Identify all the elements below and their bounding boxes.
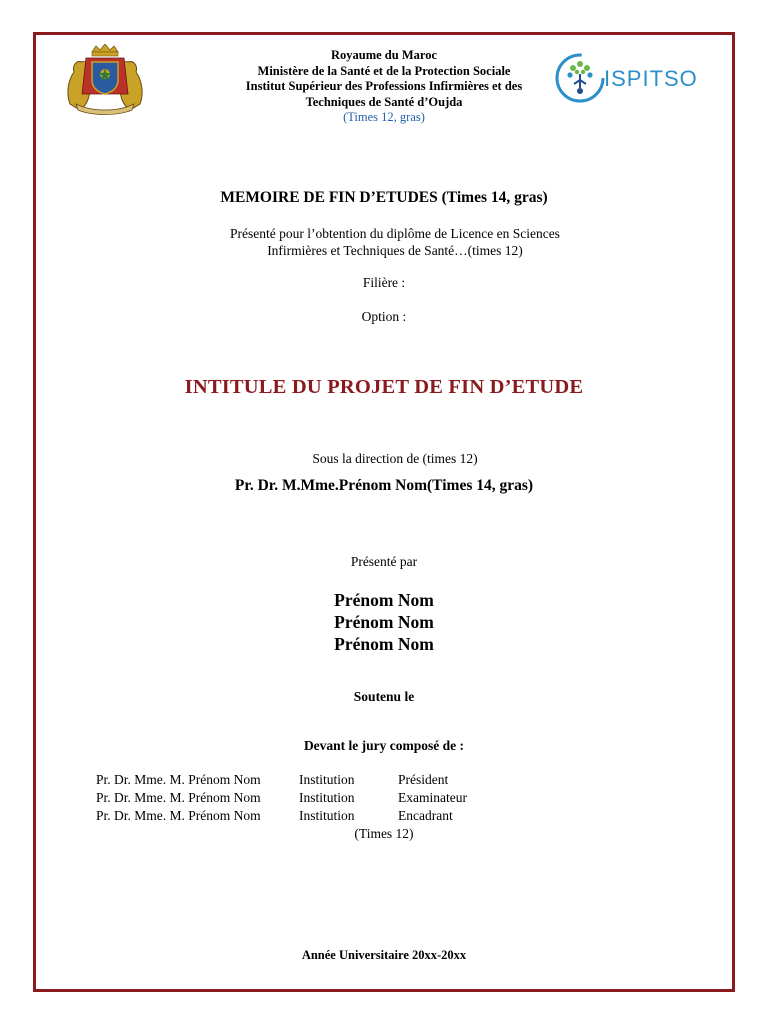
jury-member-role: Examinateur (398, 790, 467, 805)
direction-intro: Sous la direction de (times 12) (312, 451, 478, 466)
defended-label: Soutenu le (353, 689, 415, 704)
jury-row (96, 771, 516, 789)
filiere-label: Filière : (362, 275, 406, 290)
jury-format-note: (Times 12) (354, 826, 414, 841)
presented-for (195, 225, 595, 259)
ispitso-logo (554, 44, 710, 110)
institution-header (205, 48, 563, 126)
kingdom-line: Royaume du Maroc (330, 48, 437, 62)
ministry-line: Ministère de la Santé et de la Protection Sociale (257, 63, 511, 78)
header-format-note: (Times 12, gras) (343, 110, 425, 124)
director-name: Pr. Dr. M.Mme.Prénom Nom(Times 14, gras) (234, 477, 534, 494)
moroccan-coat-of-arms-icon (62, 44, 148, 116)
logo-text: ISPITSO (604, 66, 698, 91)
jury-row (96, 807, 516, 825)
jury-member-name: Pr. Dr. Mme. M. Prénom Nom (96, 772, 261, 787)
jury-member-institution: Institution (299, 790, 355, 805)
student-name: Prénom Nom (334, 634, 434, 654)
jury-member-institution: Institution (299, 772, 355, 787)
jury-member-institution: Institution (299, 808, 355, 823)
academic-year: Année Universitaire 20xx-20xx (301, 948, 467, 962)
jury-member-name: Pr. Dr. Mme. M. Prénom Nom (96, 808, 261, 823)
students-list (0, 589, 768, 655)
jury-title: Devant le jury composé de : (303, 738, 465, 753)
jury-row (96, 789, 516, 807)
option-label: Option : (361, 309, 407, 324)
presented-for-line-1: Présenté pour l’obtention du diplôme de Licence en Sciences (230, 226, 560, 241)
project-title: INTITULE DU PROJET DE FIN D’ETUDE (184, 376, 584, 398)
student-name: Prénom Nom (334, 590, 434, 610)
page-border (33, 32, 735, 992)
presented-by: Présenté par (350, 554, 418, 569)
jury-member-role: Président (398, 772, 449, 787)
jury-table (96, 771, 516, 825)
presented-for-line-2: Infirmières et Techniques de Santé…(times 12) (267, 243, 523, 258)
jury-member-name: Pr. Dr. Mme. M. Prénom Nom (96, 790, 261, 805)
memo-title: MEMOIRE DE FIN D’ETUDES (Times 14, gras) (220, 189, 548, 206)
jury-member-role: Encadrant (398, 808, 453, 823)
institute-line-2: Techniques de Santé d’Oujda (305, 94, 463, 109)
institute-line-1: Institut Supérieur des Professions Infirmières et des (245, 79, 523, 93)
student-name: Prénom Nom (334, 612, 434, 632)
